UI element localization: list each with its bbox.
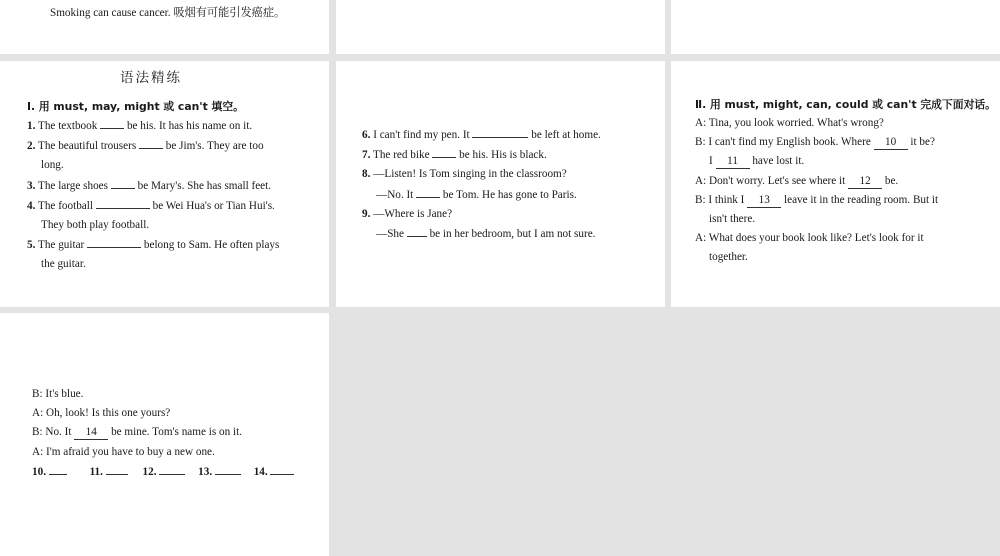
question-8-reply: —No. It be Tom. He has gone to Paris. <box>362 185 662 205</box>
answer-label-14: 14. <box>253 465 268 478</box>
answer-label-11: 11. <box>89 465 103 478</box>
answer-blank-6[interactable] <box>472 125 528 138</box>
question-5: 5. The guitar belong to Sam. He often plays <box>27 235 322 255</box>
answer-blank-2[interactable] <box>139 136 163 149</box>
panel-top-right <box>671 0 1000 54</box>
dialogue-line-4: A: Don't worry. Let's see where it 12 be. <box>695 174 899 187</box>
panel-dialogue-part2 <box>671 61 1000 307</box>
question-9-reply: —She be in her bedroom, but I am not sure. <box>362 224 662 244</box>
dialogue-line-9: B: No. It 14 be mine. Tom's name is on it. <box>32 426 242 439</box>
panel-top-middle <box>336 0 665 54</box>
dialogue-line-5: B: I think I 13 leave it in the reading room. But it <box>695 193 939 206</box>
question-8: 8. —Listen! Is Tom singing in the classroom? <box>362 168 567 181</box>
answer-blank-9[interactable] <box>407 224 427 237</box>
question-3: 3. The large shoes be Mary's. She has small feet. <box>27 176 322 196</box>
question-list-1-5 <box>27 116 322 275</box>
answer-blank-3[interactable] <box>111 176 135 189</box>
dialogue-lines-continued <box>32 385 324 482</box>
answer-blank-5[interactable] <box>87 235 141 248</box>
answer-blank-7[interactable] <box>432 145 456 158</box>
part2-heading: Ⅱ. 用 must, might, can, could 或 can't 完成下面对话。 <box>695 98 996 111</box>
answer-label-12: 12. <box>142 465 157 478</box>
empty-area <box>336 313 1000 556</box>
question-6: 6. I can't find my pen. It be left at home. <box>362 125 662 145</box>
part1-heading: Ⅰ. 用 must, may, might 或 can't 填空。 <box>27 100 244 113</box>
section-title: 语法精练 <box>120 70 182 86</box>
answer-blank-8[interactable] <box>416 185 440 198</box>
answer-label-10: 10. <box>32 465 46 478</box>
dialogue-line-6-continued: together. <box>709 251 748 264</box>
question-2: 2. The beautiful trousers be Jim's. They are too <box>27 136 322 156</box>
dialogue-line-2: B: I can't find my English book. Where 10 it be? <box>695 136 935 149</box>
dialogue-line-10: A: I'm afraid you have to buy a new one. <box>32 445 215 458</box>
panel-top-left <box>0 0 329 54</box>
answer-blank-4[interactable] <box>96 196 150 209</box>
answer-blank-14[interactable]: 14 <box>74 426 108 440</box>
question-list-6-9 <box>362 125 662 244</box>
answer-blank-1[interactable] <box>100 116 124 129</box>
question-4: 4. The football be Wei Hua's or Tian Hui's. <box>27 196 322 216</box>
question-1: 1. The textbook be his. It has his name on it. <box>27 116 322 136</box>
question-7: 7. The red bike be his. His is black. <box>362 145 662 165</box>
answer-row <box>32 462 324 482</box>
answer-slot-10[interactable] <box>49 462 67 475</box>
answer-slot-11[interactable] <box>106 462 128 475</box>
question-9: 9. —Where is Jane? <box>362 207 453 220</box>
answer-blank-13[interactable]: 13 <box>747 194 781 208</box>
panel-dialogue-continued <box>0 313 329 556</box>
dialogue-line-3: I 11 have lost it. <box>709 155 805 168</box>
dialogue-line-6: A: What does your book look like? Let's look for it <box>695 232 924 245</box>
answer-blank-12[interactable]: 12 <box>848 175 882 189</box>
question-5-continued: the guitar. <box>41 258 86 271</box>
dialogue-line-8: A: Oh, look! Is this one yours? <box>32 407 171 420</box>
answer-blank-11[interactable]: 11 <box>716 155 750 169</box>
question-4-continued: They both play football. <box>41 219 150 232</box>
answer-slot-14[interactable] <box>270 462 294 475</box>
dialogue-line-7: B: It's blue. <box>32 388 84 400</box>
dialogue-line-5-continued: isn't there. <box>709 213 756 226</box>
answer-blank-10[interactable]: 10 <box>874 136 908 150</box>
panel-grammar-part1-cont <box>336 61 665 307</box>
answer-slot-13[interactable] <box>215 462 241 475</box>
answer-slot-12[interactable] <box>159 462 185 475</box>
panel-grammar-part1 <box>0 61 329 307</box>
question-2-continued: long. <box>41 159 64 172</box>
example-sentence: Smoking can cause cancer. 吸烟有可能引发癌症。 <box>50 7 286 19</box>
answer-label-13: 13. <box>198 465 213 478</box>
dialogue-lines <box>695 114 995 268</box>
dialogue-line-1: A: Tina, you look worried. What's wrong? <box>695 117 884 129</box>
